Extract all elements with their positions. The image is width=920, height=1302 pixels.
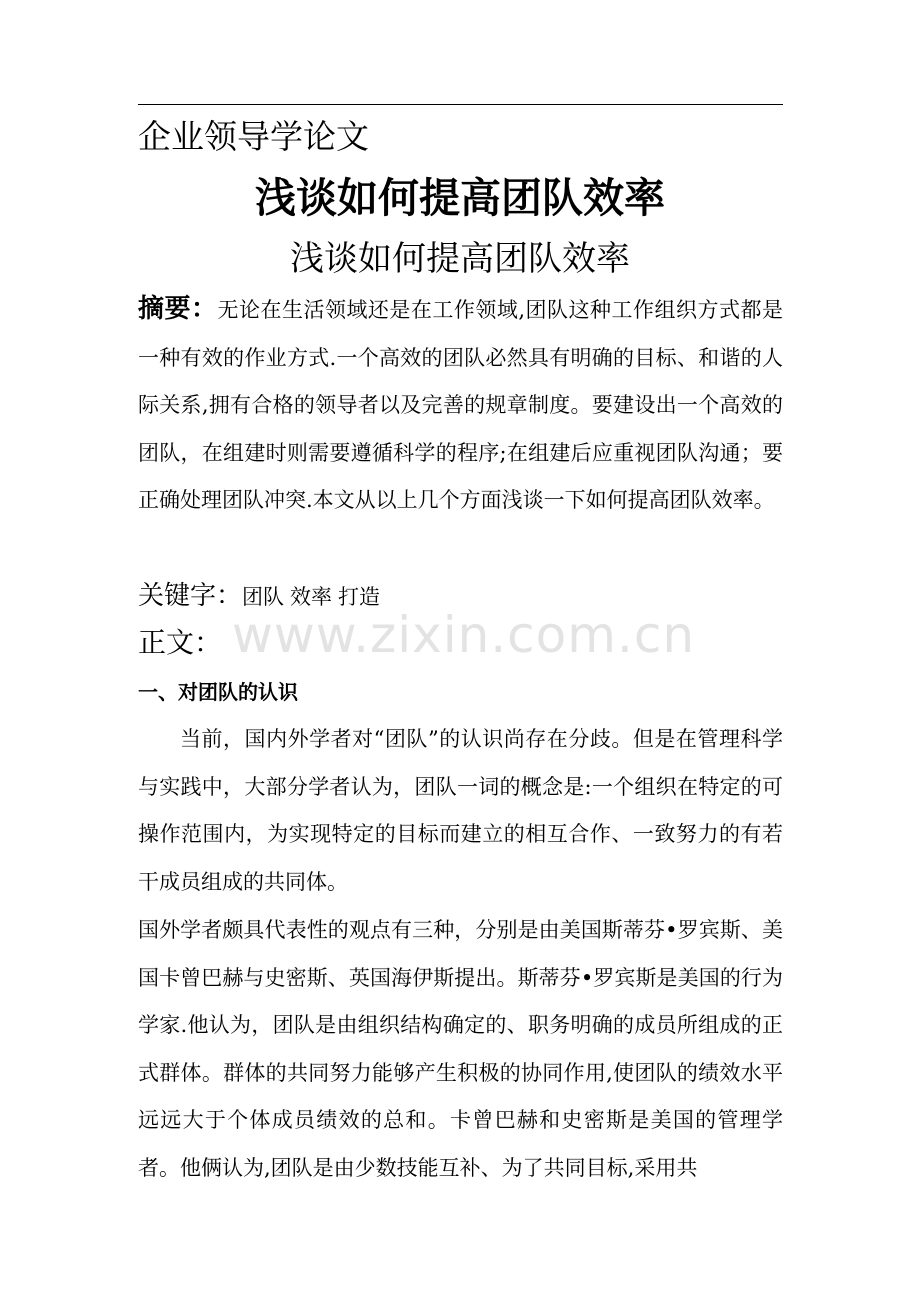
- header-rule: [138, 104, 783, 105]
- body-paragraph-2: 国外学者颇具代表性的观点有三种，分别是由美国斯蒂芬•罗宾斯、美国卡曾巴赫与史密斯、英国海伊斯提出。斯蒂芬•罗宾斯是美国的行为学家.他认为，团队是由组织结构确定的、职务明确的成员所组成的正式群体。群体的共同努力能够产生积极的协同作用,使团队的绩效水平远远大于个体成员绩效的总和。卡曾巴赫和史密斯是美国的管理学者。他俩认为,团队是由少数技能互补、为了共同目标,采用共: [138, 918, 783, 1180]
- body-label: 正文：: [138, 626, 223, 659]
- section-heading: 一、对团队的认识: [138, 680, 298, 704]
- abstract-paragraph: [138, 286, 783, 525]
- page-title: 浅谈如何提高团队效率: [255, 174, 665, 222]
- document-category-heading: 企业领导学论文: [138, 117, 369, 156]
- abstract-text: 无论在生活领域还是在工作领域,团队这种工作组织方式都是一种有效的作业方式.一个高效的团队必然具有明确的目标、和谐的人际关系,拥有合格的领导者以及完善的规章制度。要建设出一个高效的团队，在组建时则需要遵循科学的程序;在组建后应重视团队沟通；要正确处理团队冲突.本文从以上几个方面浅谈一下如何提高团队效率。: [138, 298, 783, 512]
- watermark: www.zixin.com.cn: [232, 606, 696, 664]
- body-paragraph-1: 当前，国内外学者对“团队”的认识尚存在分歧。但是在管理科学与实践中，大部分学者认为，团队一词的概念是:一个组织在特定的可操作范围内，为实现特定的目标而建立的相互合作、一致努力的有若干成员组成的共同体。: [138, 727, 783, 894]
- abstract-label: 摘要：: [138, 294, 218, 324]
- page-subtitle: 浅谈如何提高团队效率: [290, 239, 630, 279]
- keyword-item: 打造: [338, 585, 381, 609]
- keywords-label: 关键字：: [138, 581, 243, 611]
- keyword-item: 效率: [290, 585, 333, 609]
- keyword-item: 团队: [242, 585, 285, 609]
